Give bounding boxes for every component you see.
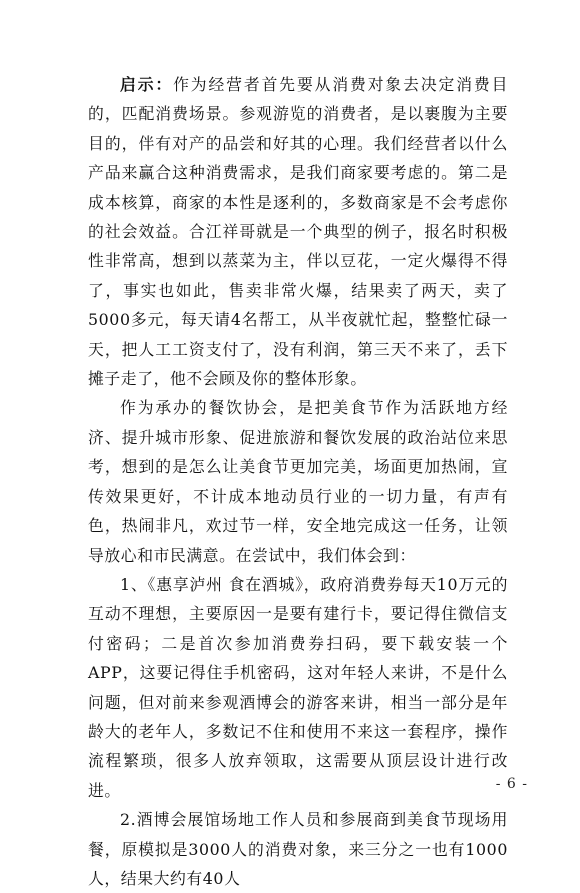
paragraph-text: 作为承办的餐饮协会，是把美食节作为活跃地方经济、提升城市形象、促进旅游和餐饮发展的政治站位来思考，想到的是怎么让美食节更加完美，场面更加热闹，宣传效果更好，不计成本地动员行业的一切力量，有声有色，热闹非凡，欢过节一样，安全地完成这一任务，让领导放心和市民满意。在尝试中，我们体会到： [88, 398, 508, 565]
paragraph-point-1 [88, 570, 508, 805]
paragraph-text: 1、《惠享泸州 食在酒城》，政府消费券每天10万元的互动不理想，主要原因一是要有建行卡，要记得住微信支付密码；二是首次参加消费券扫码，要下载安装一个APP，这要记得住手机密码，这对年轻人来讲，不是什么问题，但对前来参观酒博会的游客来讲，相当一部分是年龄大的老年人，多数记不住和使用不来这一套程序，操作流程繁琐，很多人放弃领取，这需要从顶层设计进行改进。 [88, 574, 508, 800]
document-body [88, 70, 508, 893]
paragraph-text: 作为经营者首先要从消费对象去决定消费目的，匹配消费场景。参观游览的消费者，是以裹腹为主要目的，伴有对产的品尝和好其的心理。我们经营者以什么产品来赢合这种消费需求，是我们商家要考虑的。第二是成本核算，商家的本性是逐利的，多数商家是不会考虑你的社会效益。合江祥哥就是一个典型的例子，报名时积极性非常高，想到以蒸菜为主，伴以豆花，一定火爆得不得了，事实也如此，售卖非常火爆，结果卖了两天，卖了5000多元，每天请4名帮工，从半夜就忙起，整整忙碌一天，把人工工资支付了，没有利润，第三天不来了，丢下摊子走了，他不会顾及你的整体形象。 [88, 75, 508, 389]
paragraph-insight [88, 70, 508, 393]
paragraph-point-2 [88, 805, 508, 893]
paragraph-lead-label: 启示： [120, 75, 174, 94]
paragraph-association [88, 393, 508, 569]
page-number: - 6 - [495, 776, 528, 792]
paragraph-text: 2.酒博会展馆场地工作人员和参展商到美食节现场用餐，原模拟是3000人的消费对象，来三分之一也有1000人，结果大约有40人 [88, 810, 508, 888]
